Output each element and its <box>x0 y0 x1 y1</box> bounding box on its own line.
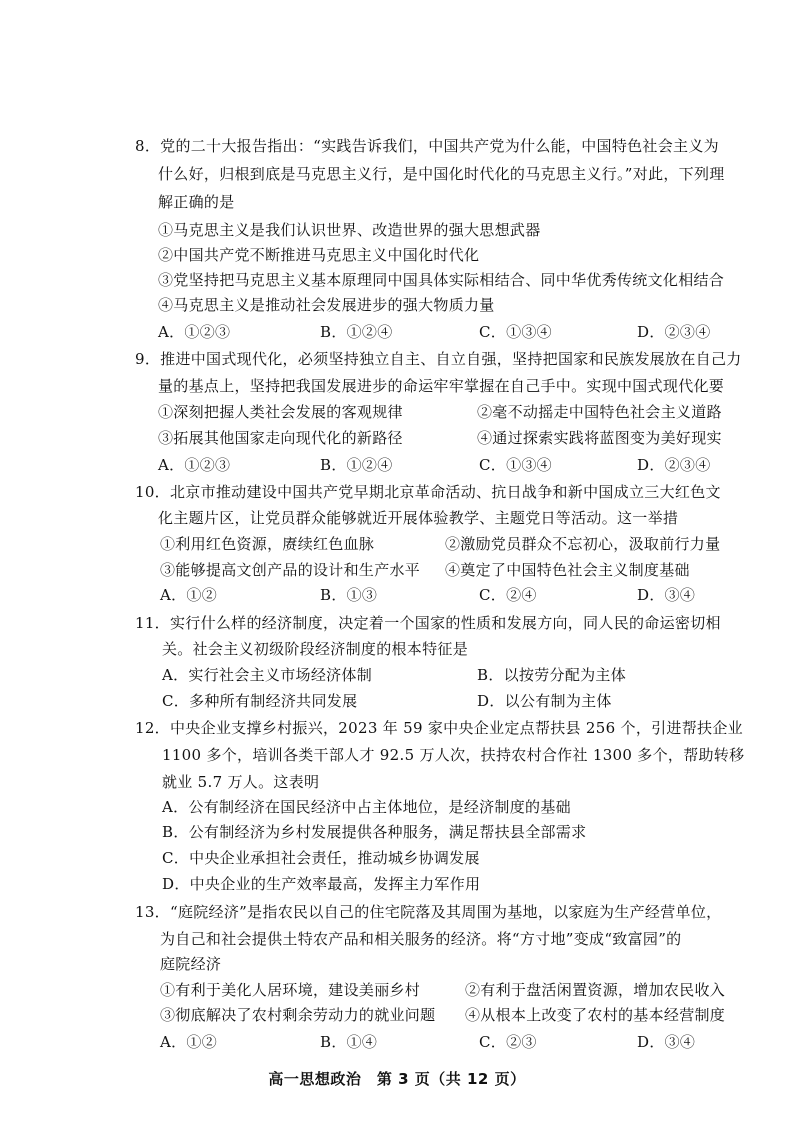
statement-item: ③拓展其他国家走向现代化的新路径 <box>158 429 403 447</box>
statement-item: ③党坚持把马克思主义基本原理同中国具体实际相结合、同中华优秀传统文化相结合 <box>158 271 725 289</box>
choice-b: B．①④ <box>320 1033 378 1051</box>
question-stem-line: 关。社会主义初级阶段经济制度的根本特征是 <box>162 640 469 658</box>
statement-item: ②激励党员群众不忘初心，汲取前行力量 <box>445 535 721 553</box>
choice-b: B．公有制经济为乡村发展提供各种服务，满足帮扶县全部需求 <box>162 823 587 841</box>
choice-c: C．中央企业承担社会责任，推动城乡协调发展 <box>162 849 480 867</box>
statement-item: ④通过探索实践将蓝图变为美好现实 <box>477 429 722 447</box>
statement-item: ①深刻把握人类社会发展的客观规律 <box>158 403 403 421</box>
statement-item: ③彻底解决了农村剩余劳动力的就业问题 <box>160 1006 436 1024</box>
choice-b: B．①③ <box>320 586 378 604</box>
choice-b: B．①②④ <box>320 323 393 341</box>
statement-item: ①马克思主义是我们认识世界、改造世界的强大思想武器 <box>158 221 541 239</box>
question-stem-line: 庭院经济 <box>160 955 222 973</box>
page-footer: 高一思想政治 第 3 页（共 12 页） <box>268 1070 526 1088</box>
choice-d: D．②③④ <box>637 456 711 474</box>
choice-a: A．①② <box>160 1033 218 1051</box>
choice-d: D．③④ <box>637 586 696 604</box>
question-stem-line: 12．中央企业支撑乡村振兴，2023 年 59 家中央企业定点帮扶县 256 个，引进帮扶企业 <box>135 719 743 737</box>
question-stem-line: 就业 5.7 万人。这表明 <box>162 773 320 791</box>
question-stem-line: 什么好，归根到底是马克思主义行，是中国化时代化的马克思主义行。”对此，下列理 <box>158 165 725 183</box>
choice-a: A．①②③ <box>158 323 231 341</box>
statement-item: ②有利于盘活闲置资源，增加农民收入 <box>465 981 726 999</box>
question-stem-line: 解正确的是 <box>158 193 235 211</box>
choice-a: A．实行社会主义市场经济体制 <box>162 666 373 684</box>
choice-c: C．①③④ <box>479 456 552 474</box>
choice-d: D．③④ <box>637 1033 696 1051</box>
question-stem-line: 1100 多个，培训各类干部人才 92.5 万人次，扶持农村合作社 1300 多个，帮助转移 <box>162 746 745 764</box>
question-stem-line: 11．实行什么样的经济制度，决定着一个国家的性质和发展方向，同人民的命运密切相 <box>135 614 721 632</box>
choice-c: C．②③ <box>479 1033 537 1051</box>
statement-item: ④马克思主义是推动社会发展进步的强大物质力量 <box>158 296 495 314</box>
choice-d: D．以公有制为主体 <box>477 692 612 710</box>
question-stem-line: 9．推进中国式现代化，必须坚持独立自主、自立自强，坚持把国家和民族发展放在自己力 <box>135 350 742 368</box>
choice-c: C．②④ <box>479 586 537 604</box>
question-stem-line: 10．北京市推动建设中国共产党早期北京革命活动、抗日战争和新中国成立三大红色文 <box>135 483 721 501</box>
statement-item: ②中国共产党不断推进马克思主义中国化时代化 <box>158 246 480 264</box>
choice-a: A．①②③ <box>158 456 231 474</box>
choice-d: D．②③④ <box>637 323 711 341</box>
statement-item: ②毫不动摇走中国特色社会主义道路 <box>477 403 722 421</box>
question-stem-line: 8．党的二十大报告指出：“实践告诉我们，中国共产党为什么能，中国特色社会主义为 <box>135 137 719 155</box>
statement-item: ①有利于美化人居环境，建设美丽乡村 <box>160 981 421 999</box>
choice-a: A．①② <box>160 586 218 604</box>
question-stem-line: 为自己和社会提供土特农产品和相关服务的经济。将“方寸地”变成“致富园”的 <box>160 930 682 948</box>
choice-b: B．①②④ <box>320 456 393 474</box>
choice-a: A．公有制经济在国民经济中占主体地位，是经济制度的基础 <box>162 798 571 816</box>
statement-item: ④奠定了中国特色社会主义制度基础 <box>445 561 690 579</box>
question-stem-line: 13．“庭院经济”是指农民以自己的住宅院落及其周围为基地，以家庭为生产经营单位， <box>135 903 722 921</box>
question-stem-line: 量的基点上，坚持把我国发展进步的命运牢牢掌握在自己手中。实现中国式现代化要 <box>158 377 725 395</box>
choice-c: C．①③④ <box>479 323 552 341</box>
statement-item: ③能够提高文创产品的设计和生产水平 <box>160 561 421 579</box>
choice-c: C．多种所有制经济共同发展 <box>162 692 358 710</box>
question-stem-line: 化主题片区，让党员群众能够就近开展体验教学、主题党日等活动。这一举措 <box>158 509 679 527</box>
choice-b: B．以按劳分配为主体 <box>477 666 627 684</box>
statement-item: ①利用红色资源，赓续红色血脉 <box>160 535 375 553</box>
choice-d: D．中央企业的生产效率最高，发挥主力军作用 <box>162 875 481 893</box>
statement-item: ④从根本上改变了农村的基本经营制度 <box>465 1006 726 1024</box>
